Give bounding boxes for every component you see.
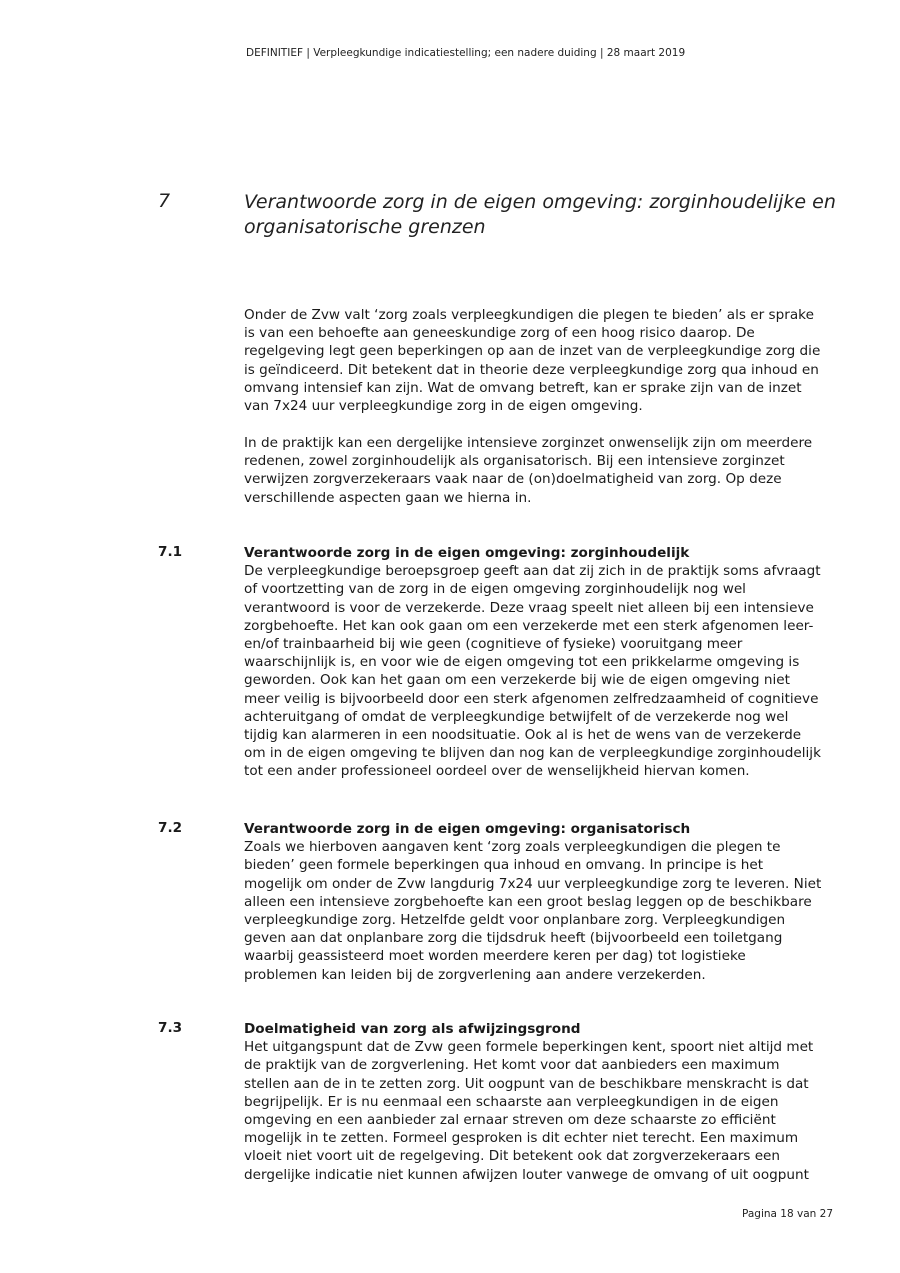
text-line: verschillende aspecten gaan we hierna in. — [244, 489, 532, 506]
section-title: Verantwoorde zorg in de eigen omgeving: organisatorisch — [244, 821, 691, 837]
section-7-2 — [244, 820, 844, 984]
text-line: waarbij geassisteerd moet worden meerdere keren per dag) tot logistieke — [244, 948, 746, 965]
text-line: regelgeving legt geen beperkingen op aan de inzet van de verpleegkundige zorg die — [244, 343, 821, 360]
text-line: Zoals we hierboven aangaven kent ‘zorg zoals verpleegkundigen die plegen te — [244, 839, 781, 856]
text-line: begrijpelijk. Er is nu eenmaal een schaarste aan verpleegkundigen in de eigen — [244, 1093, 779, 1110]
intro-paragraph-2 — [244, 434, 844, 507]
text-line: waarschijnlijk is, en voor wie de eigen omgeving tot een prikkelarme omgeving is — [244, 654, 800, 671]
text-line: de praktijk van de zorgverlening. Het komt voor dat aanbieders een maximum — [244, 1057, 780, 1074]
text-line: mogelijk om onder de Zvw langdurig 7x24 uur verpleegkundige zorg te leveren. Niet — [244, 875, 822, 892]
text-line: stellen aan de in te zetten zorg. Uit oogpunt van de beschikbare menskracht is dat — [244, 1075, 809, 1092]
text-line: geworden. Ook kan het gaan om een verzekerde bij wie de eigen omgeving niet — [244, 672, 790, 689]
text-line: verwijzen zorgverzekeraars vaak naar de (on)doelmatigheid van zorg. Op deze — [244, 471, 782, 488]
text-line: verantwoord is voor de verzekerde. Deze vraag speelt niet alleen bij een intensieve — [244, 599, 814, 616]
intro-paragraph-1 — [244, 306, 844, 415]
text-line: zorgbehoefte. Het kan ook gaan om een verzekerde met een sterk afgenomen leer- — [244, 617, 814, 634]
text-line: of voortzetting van de zorg in de eigen omgeving zorginhoudelijk nog wel — [244, 581, 746, 598]
text-line: alleen een intensieve zorgbehoefte kan een groot beslag leggen op de beschikbare — [244, 893, 812, 910]
section-number: 7.1 — [158, 544, 183, 560]
text-line: tijdig kan alarmeren in een noodsituatie. Ook al is het de wens van de verzekerde — [244, 727, 802, 744]
text-line: omvang intensief kan zijn. Wat de omvang betreft, kan er sprake zijn van de inzet — [244, 379, 802, 396]
text-line: Het uitgangspunt dat de Zvw geen formele beperkingen kent, spoort niet altijd met — [244, 1039, 814, 1056]
section-title: Verantwoorde zorg in de eigen omgeving: zorginhoudelijk — [244, 545, 690, 561]
chapter-title-line: Verantwoorde zorg in de eigen omgeving: zorginhoudelijke en — [244, 191, 836, 213]
text-line: meer veilig is bijvoorbeeld door een sterk afgenomen zelfredzaamheid of cognitieve — [244, 690, 819, 707]
text-line: De verpleegkundige beroepsgroep geeft aan dat zij zich in de praktijk soms afvraagt — [244, 563, 821, 580]
text-line: Onder de Zvw valt ‘zorg zoals verpleegkundigen die plegen te bieden’ als er sprake — [244, 307, 814, 323]
text-line: geven aan dat onplanbare zorg die tijdsdruk heeft (bijvoorbeeld een toiletgang — [244, 930, 783, 947]
text-line: omgeving en een aanbieder zal ernaar streven om deze schaarste zo efficiënt — [244, 1112, 776, 1129]
text-line: om in de eigen omgeving te blijven dan nog kan de verpleegkundige zorginhoudelijk — [244, 745, 821, 762]
chapter-number: 7 — [158, 190, 171, 212]
running-header: DEFINITIEF | Verpleegkundige indicatiestelling; een nadere duiding | 28 maart 2019 — [246, 47, 686, 59]
text-line: dergelijke indicatie niet kunnen afwijzen louter vanwege de omvang of uit oogpunt — [244, 1166, 809, 1183]
text-line: achteruitgang of omdat de verpleegkundige betwijfelt of de verzekerde nog wel — [244, 708, 789, 725]
chapter-title-line: organisatorische grenzen — [244, 216, 486, 238]
text-line: In de praktijk kan een dergelijke intensieve zorginzet onwenselijk zijn om meerdere — [244, 435, 813, 451]
text-line: verpleegkundige zorg. Hetzelfde geldt voor onplanbare zorg. Verpleegkundigen — [244, 912, 786, 929]
text-line: redenen, zowel zorginhoudelijk als organisatorisch. Bij een intensieve zorginzet — [244, 453, 785, 470]
text-line: vloeit niet voort uit de regelgeving. Dit betekent ook dat zorgverzekeraars een — [244, 1148, 781, 1165]
section-title: Doelmatigheid van zorg als afwijzingsgrond — [244, 1021, 581, 1037]
page-number: Pagina 18 van 27 — [742, 1208, 834, 1220]
text-line: en/of trainbaarheid bij wie geen (cognitieve of fysieke) vooruitgang meer — [244, 636, 743, 653]
chapter-title — [244, 190, 844, 240]
text-line: is van een behoefte aan geneeskundige zorg of een hoog risico daarop. De — [244, 325, 755, 342]
text-line: bieden’ geen formele beperkingen qua inhoud en omvang. In principe is het — [244, 857, 764, 874]
section-7-1 — [244, 544, 844, 781]
section-number: 7.3 — [158, 1020, 183, 1036]
text-line: tot een ander professioneel oordeel over de wenselijkheid hiervan komen. — [244, 763, 750, 780]
text-line: van 7x24 uur verpleegkundige zorg in de eigen omgeving. — [244, 398, 643, 415]
section-7-3 — [244, 1020, 844, 1184]
text-line: mogelijk in te zetten. Formeel gesproken is dit echter niet terecht. Een maximum — [244, 1130, 799, 1147]
text-line: is geïndiceerd. Dit betekent dat in theorie deze verpleegkundige zorg qua inhoud en — [244, 361, 819, 378]
section-number: 7.2 — [158, 820, 183, 836]
text-line: problemen kan leiden bij de zorgverlening aan andere verzekerden. — [244, 966, 706, 983]
